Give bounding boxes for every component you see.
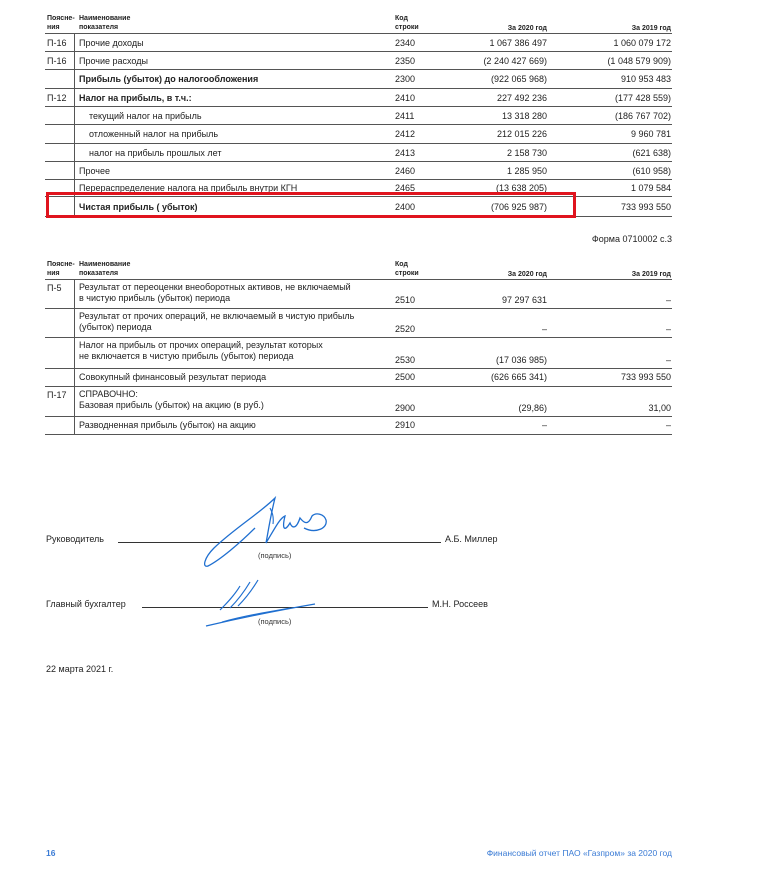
row-y2019: – <box>665 295 671 305</box>
page-number: 16 <box>46 848 56 858</box>
row-y2020: – <box>541 420 547 430</box>
row-note: П-17 <box>47 390 67 400</box>
header-code-l2: строки <box>395 24 419 31</box>
row-name: отложенный налог на прибыль <box>89 129 219 139</box>
income-table-header <box>45 13 672 34</box>
row-name: Прочие доходы <box>79 37 144 48</box>
row-y2020: (2 240 427 669) <box>483 55 547 66</box>
row-y2020: 1 067 386 497 <box>489 37 547 48</box>
row-y2019: 733 993 550 <box>620 201 671 212</box>
row-name: Перераспределение налога на прибыль внутри КГН <box>79 183 298 193</box>
row-code: 2530 <box>395 355 416 365</box>
row-y2019: (610 958) <box>632 165 671 176</box>
row-name-line1: Результат от прочих операций, не включаемый в чистую прибыль <box>79 311 355 321</box>
row-code: 2500 <box>395 372 416 382</box>
row-name: Разводненная прибыль (убыток) на акцию <box>79 420 256 430</box>
row-y2019: 733 993 550 <box>620 372 671 382</box>
header2-note-l2: ния <box>47 270 60 277</box>
row-y2019: – <box>665 324 671 334</box>
column-divider <box>74 280 75 308</box>
header-name-l1: Наименование <box>79 15 131 22</box>
header2-code-l1: Код <box>395 261 408 268</box>
row-code: 2340 <box>395 37 416 48</box>
column-divider <box>74 52 75 69</box>
row-code: 2510 <box>395 295 416 305</box>
row-code: 2460 <box>395 165 416 176</box>
header2-name-l1: Наименование <box>79 261 131 268</box>
table-row <box>45 125 672 144</box>
row-y2019: – <box>665 420 671 430</box>
row-code: 2900 <box>395 403 416 413</box>
row-note: П-16 <box>47 37 67 48</box>
accountant-signature <box>200 574 330 634</box>
column-divider <box>74 34 75 51</box>
head-sign-hint: (подпись) <box>258 551 292 560</box>
row-code: 2412 <box>395 129 416 139</box>
head-signature <box>200 488 350 573</box>
table-row <box>45 338 672 369</box>
row-y2020: 227 492 236 <box>496 92 547 103</box>
row-code: 2465 <box>395 183 416 193</box>
row-y2020: (29,86) <box>518 403 547 413</box>
comprehensive-table-header <box>45 259 672 280</box>
header-note-l2: ния <box>47 24 60 31</box>
row-y2019: 1 060 079 172 <box>613 37 671 48</box>
row-name: Налог на прибыль, в т.ч.: <box>79 92 192 103</box>
row-y2019: (621 638) <box>632 147 671 158</box>
header-note-l1: Поясне- <box>47 15 75 22</box>
row-y2020: 2 158 730 <box>506 147 547 158</box>
row-y2019: 910 953 483 <box>620 74 671 84</box>
row-name: налог на прибыль прошлых лет <box>89 147 222 158</box>
column-divider <box>74 162 75 179</box>
column-divider <box>74 387 75 416</box>
table-row <box>45 280 672 309</box>
column-divider <box>74 70 75 88</box>
head-label: Руководитель <box>46 534 104 544</box>
column-divider <box>74 125 75 143</box>
row-name-line2: не включается в чистую прибыль (убыток) периода <box>79 351 294 361</box>
row-name-line1: Результат от переоценки внеоборотных активов, не включаемый <box>79 282 351 292</box>
table-row <box>45 34 672 52</box>
column-divider <box>74 89 75 106</box>
row-y2019: (1 048 579 909) <box>607 55 671 66</box>
header-y2019: За 2019 год <box>631 25 671 32</box>
row-name: Совокупный финансовый результат периода <box>79 372 267 382</box>
column-divider <box>74 309 75 337</box>
header-name-l2: показателя <box>79 24 119 31</box>
header2-name-l2: показателя <box>79 270 119 277</box>
row-name-line2: в чистую прибыль (убыток) периода <box>79 293 231 303</box>
header2-y2020: За 2020 год <box>507 271 547 278</box>
row-y2020: 212 015 226 <box>496 129 547 139</box>
table-row <box>45 70 672 89</box>
table-row <box>45 369 672 387</box>
acc-sign-hint: (подпись) <box>258 617 292 626</box>
row-y2020: (626 665 341) <box>490 372 547 382</box>
row-y2019: – <box>665 355 671 365</box>
row-code: 2411 <box>395 110 415 121</box>
column-divider <box>74 417 75 434</box>
column-divider <box>74 369 75 386</box>
row-name-line1: Налог на прибыль от прочих операций, результат которых <box>79 340 323 350</box>
row-code: 2413 <box>395 147 416 158</box>
row-code: 2350 <box>395 55 416 66</box>
form-note: Форма 0710002 с.3 <box>591 234 672 244</box>
row-y2020: – <box>541 324 547 334</box>
row-name: текущий налог на прибыль <box>89 110 202 121</box>
head-name: А.Б. Миллер <box>445 534 498 544</box>
footer-title: Финансовый отчет ПАО «Газпром» за 2020 год <box>486 848 672 858</box>
income-table <box>45 13 672 217</box>
column-divider <box>74 144 75 161</box>
header-y2020: За 2020 год <box>507 25 547 32</box>
comprehensive-table <box>45 259 672 435</box>
row-y2020: 1 285 950 <box>506 165 547 176</box>
column-divider <box>74 107 75 124</box>
header2-code-l2: строки <box>395 270 419 277</box>
header2-note-l1: Поясне- <box>47 261 75 268</box>
row-y2020: (17 036 985) <box>495 355 547 365</box>
row-code: 2410 <box>395 92 416 103</box>
row-y2020: (922 065 968) <box>490 74 547 84</box>
row-y2020: 13 318 280 <box>501 110 547 121</box>
table-row <box>45 52 672 70</box>
row-y2019: 9 960 781 <box>630 129 671 139</box>
acc-name: М.Н. Россеев <box>432 599 488 609</box>
row-code: 2300 <box>395 74 416 84</box>
acc-label: Главный бухгалтер <box>46 599 126 609</box>
row-y2019: 31,00 <box>648 403 671 413</box>
row-code: 2400 <box>395 201 416 212</box>
table-row <box>45 309 672 338</box>
report-date: 22 марта 2021 г. <box>46 664 114 674</box>
row-code: 2910 <box>395 420 416 430</box>
row-name-line2: (убыток) периода <box>79 322 152 332</box>
highlight-box <box>46 192 576 218</box>
row-y2019: (186 767 702) <box>614 110 671 121</box>
row-code: 2520 <box>395 324 416 334</box>
row-y2020: (706 925 987) <box>490 201 547 212</box>
row-name: Прибыль (убыток) до налогообложения <box>79 74 259 84</box>
row-y2020: (13 638 205) <box>495 183 547 193</box>
table-row <box>45 107 672 125</box>
column-divider <box>74 338 75 368</box>
row-y2020: 97 297 631 <box>501 295 547 305</box>
row-note: П-5 <box>47 283 62 293</box>
row-name: Чистая прибыль ( убыток) <box>79 201 198 212</box>
row-name: Прочее <box>79 165 110 176</box>
row-name-line1: СПРАВОЧНО: <box>79 389 138 399</box>
table-row <box>45 144 672 162</box>
table-row <box>45 387 672 417</box>
header2-y2019: За 2019 год <box>631 271 671 278</box>
table-row <box>45 417 672 435</box>
row-note: П-16 <box>47 55 67 66</box>
row-name-line2: Базовая прибыль (убыток) на акцию (в руб.) <box>79 400 264 410</box>
row-y2019: 1 079 584 <box>630 183 671 193</box>
header-code-l1: Код <box>395 15 408 22</box>
row-note: П-12 <box>47 92 67 103</box>
table-row <box>45 89 672 107</box>
row-y2019: (177 428 559) <box>614 92 671 103</box>
table-row <box>45 162 672 180</box>
row-name: Прочие расходы <box>79 55 148 66</box>
